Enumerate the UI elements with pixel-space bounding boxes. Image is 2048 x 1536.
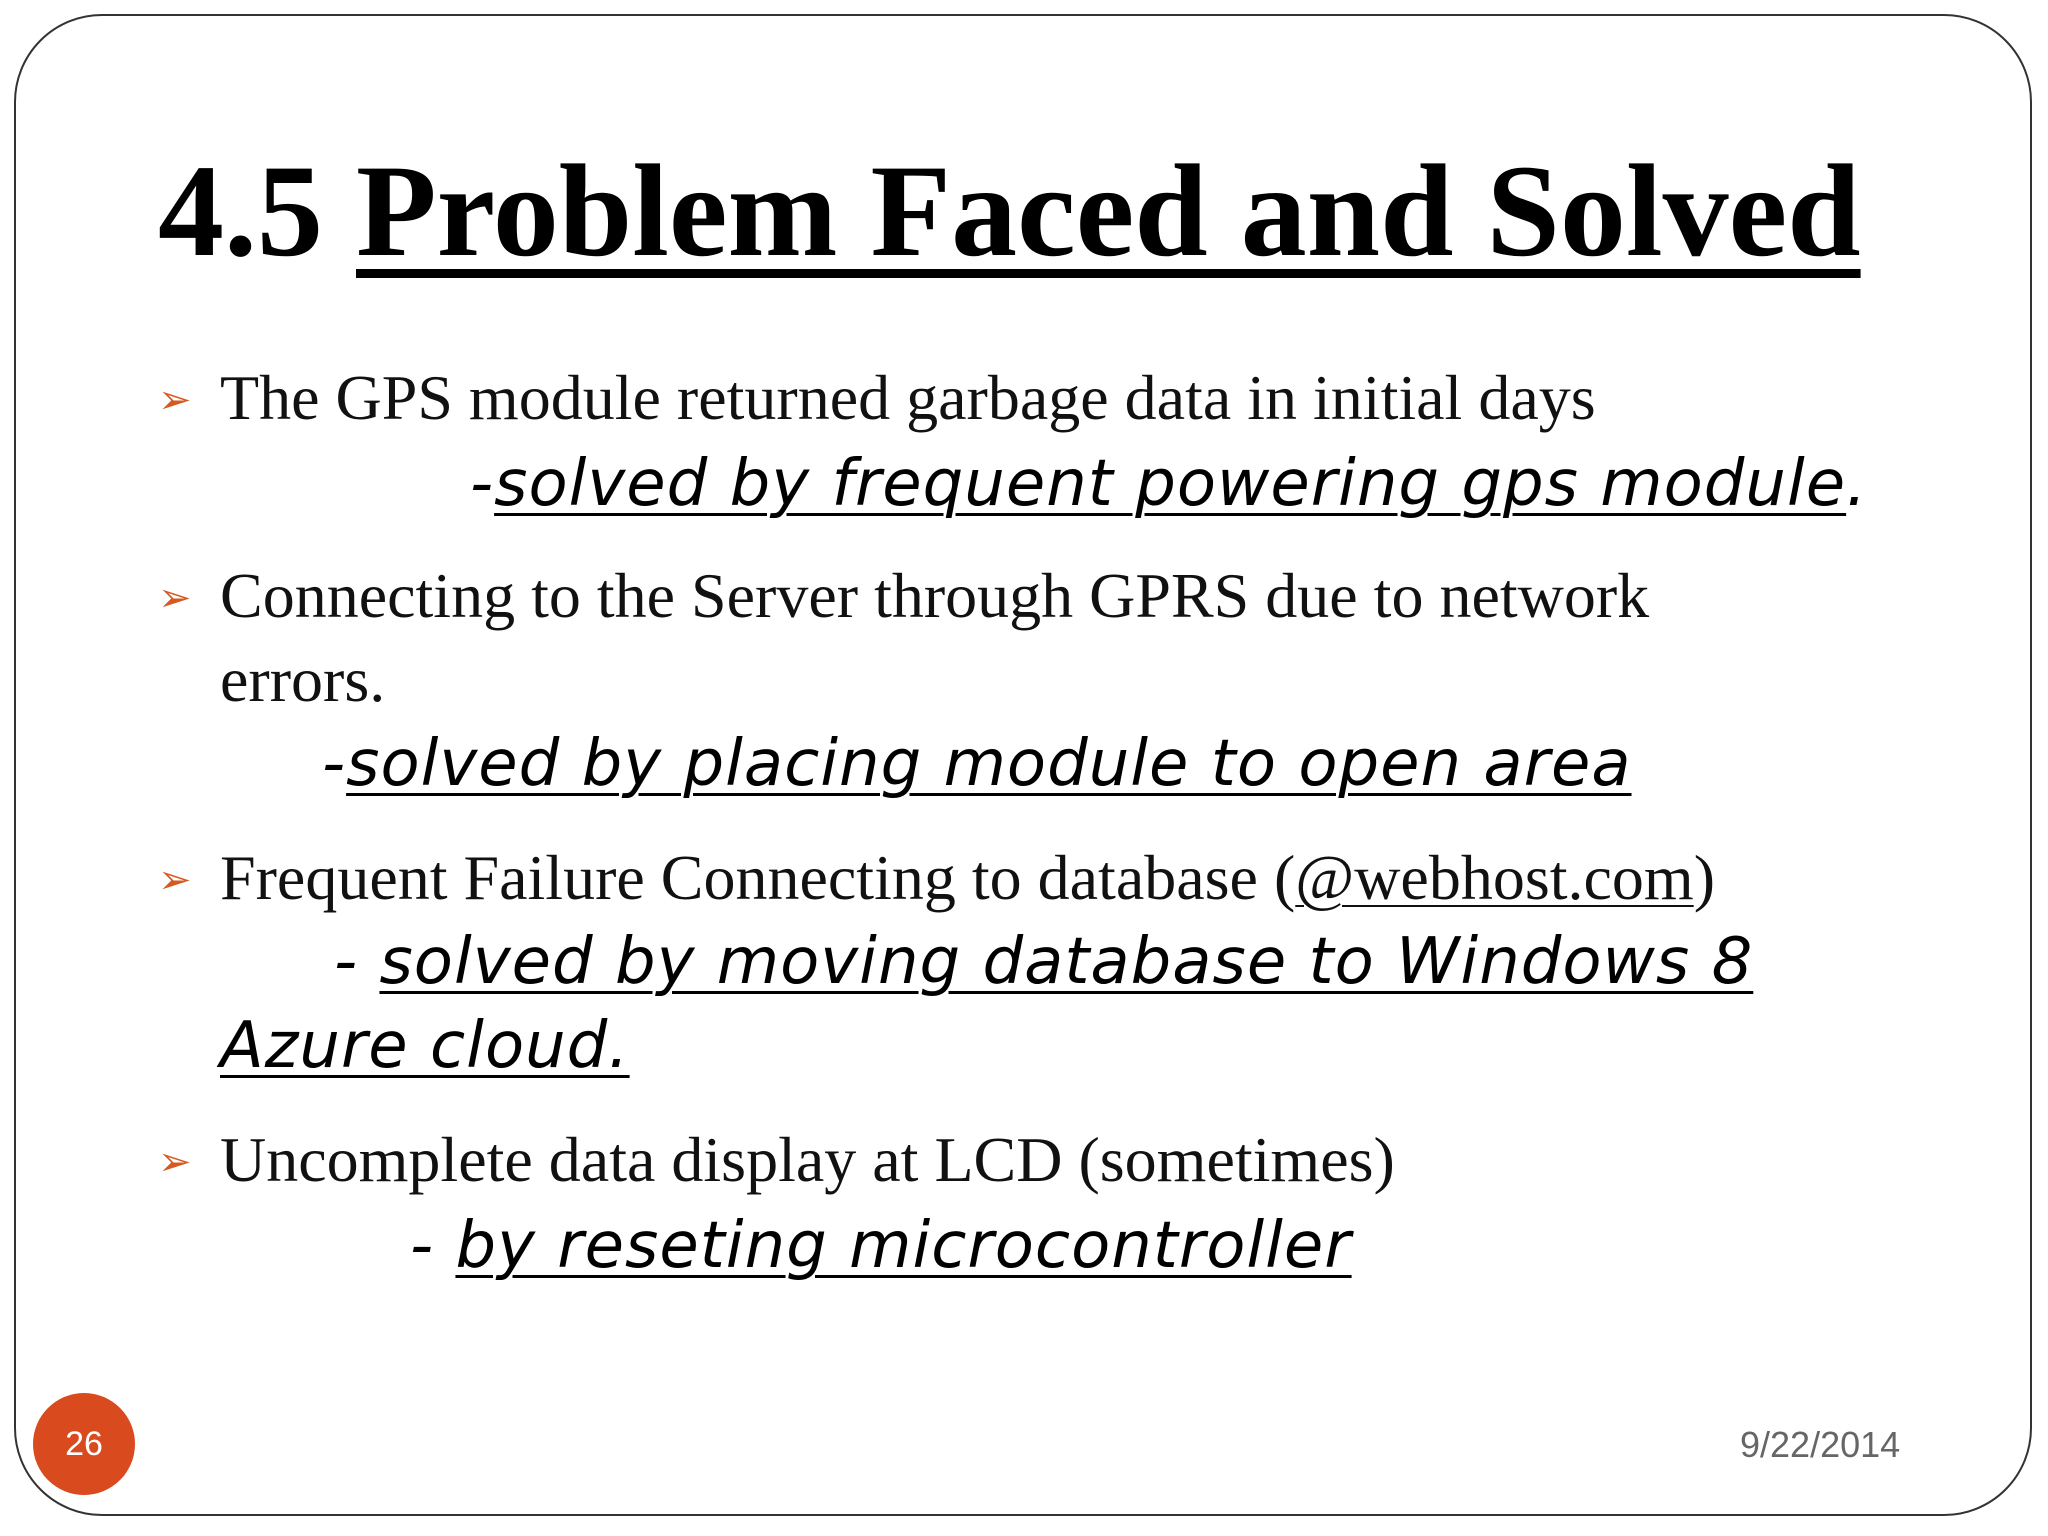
problem-3-prefix: Frequent Failure Connecting to database ( (220, 842, 1296, 913)
problem-2-text-line1: Connecting to the Server through GPRS due to network (220, 560, 1650, 631)
solution-2 (322, 727, 1632, 801)
bullet-arrow-icon: ➢ (158, 857, 192, 903)
solution-1-prefix: - (470, 447, 495, 521)
solution-1-text: solved by frequent powering gps module (494, 447, 1847, 521)
slide-date: 9/22/2014 (1740, 1424, 1901, 1465)
problem-2-text-line2: errors. (220, 644, 386, 715)
webhost-link[interactable]: @webhost.com (1295, 842, 1694, 913)
page-number: 26 (65, 1424, 103, 1463)
slide-title (158, 137, 1861, 284)
solution-3-prefix: - (334, 925, 380, 999)
problem-1-text: The GPS module returned garbage data in initial days (220, 362, 1596, 433)
solution-1 (470, 447, 1868, 521)
solution-4-text: by reseting microcontroller (455, 1209, 1352, 1283)
bullet-arrow-icon: ➢ (158, 1139, 192, 1185)
solution-4-prefix: - (410, 1209, 456, 1283)
problem-3-text (220, 842, 1715, 913)
page-number-badge (33, 1393, 135, 1495)
solution-1-suffix: . (1846, 447, 1868, 521)
solution-2-text: solved by placing module to open area (346, 727, 1632, 801)
solution-3-text-line2: Azure cloud. (220, 1009, 630, 1083)
solution-3-line2 (220, 1009, 630, 1083)
title-text: Problem Faced and Solved (356, 137, 1861, 284)
bullet-arrow-icon: ➢ (158, 377, 192, 423)
bullet-arrow-icon: ➢ (158, 575, 192, 621)
title-number: 4.5 (158, 137, 356, 284)
solution-3-text-line1: solved by moving database to Windows 8 (379, 925, 1754, 999)
solution-3-line1 (334, 925, 1754, 999)
solution-4 (410, 1209, 1352, 1283)
problem-4-text: Uncomplete data display at LCD (sometimes) (220, 1124, 1395, 1195)
solution-2-prefix: - (322, 727, 347, 801)
problem-3-suffix: ) (1693, 842, 1715, 913)
